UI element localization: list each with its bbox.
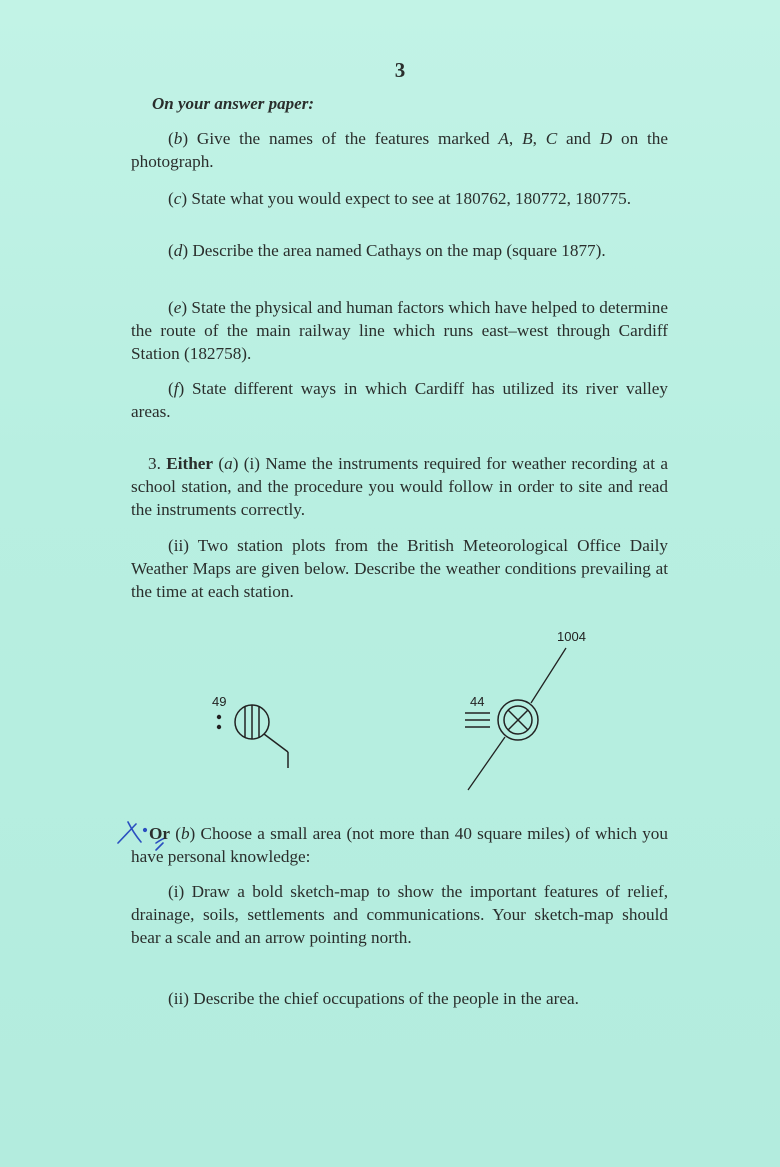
page-number: 3 <box>394 58 406 82</box>
station-circle-overcast-icon <box>235 705 269 739</box>
question-3b: Or (b) Choose a small area (not more than 40 square miles) of which you have personal knowledge: <box>131 824 668 866</box>
question-3b-i: (i) Draw a bold sketch-map to show the important features of relief, drainage, soils, settlements and communications. Your sketch-map should bear a scale and an arrow pointing north. <box>131 882 668 947</box>
question-3a-i: 3. Either (a) (i) Name the instruments required for weather recording at a school station, and the procedure you would follow in order to site and read the instruments correctly. <box>131 454 668 519</box>
wind-barb-icon <box>264 734 288 768</box>
question-2b: (b) Give the names of the features marked A, B, C and D on the photograph. <box>131 129 669 171</box>
plot1-temperature: 49 <box>212 694 227 709</box>
two-dots-rain-icon <box>217 715 221 729</box>
question-2f: (f) State different ways in which Cardiff has utilized its river valley areas. <box>131 379 668 421</box>
station-circle-obscured-icon <box>498 700 538 740</box>
plot2-temperature: 44 <box>470 694 485 709</box>
question-2e: (e) State the physical and human factors which have helped to determine the route of the main railway line which runs east–west through Cardiff Station (182758). <box>131 298 668 363</box>
plot2-pressure: 1004 <box>557 629 586 644</box>
question-3b-ii: (ii) Describe the chief occupations of the people in the area. <box>168 989 579 1008</box>
question-3a-ii: (ii) Two station plots from the British Meteorological Office Daily Weather Maps are given below. Describe the weather conditions prevailing at the time at each station. <box>131 536 668 601</box>
question-2d: (d) Describe the area named Cathays on the map (square 1877). <box>168 241 606 260</box>
section-heading: On your answer paper: <box>152 94 314 113</box>
fog-icon <box>465 713 490 727</box>
question-2c: (c) State what you would expect to see at 180762, 180772, 180775. <box>168 189 632 208</box>
